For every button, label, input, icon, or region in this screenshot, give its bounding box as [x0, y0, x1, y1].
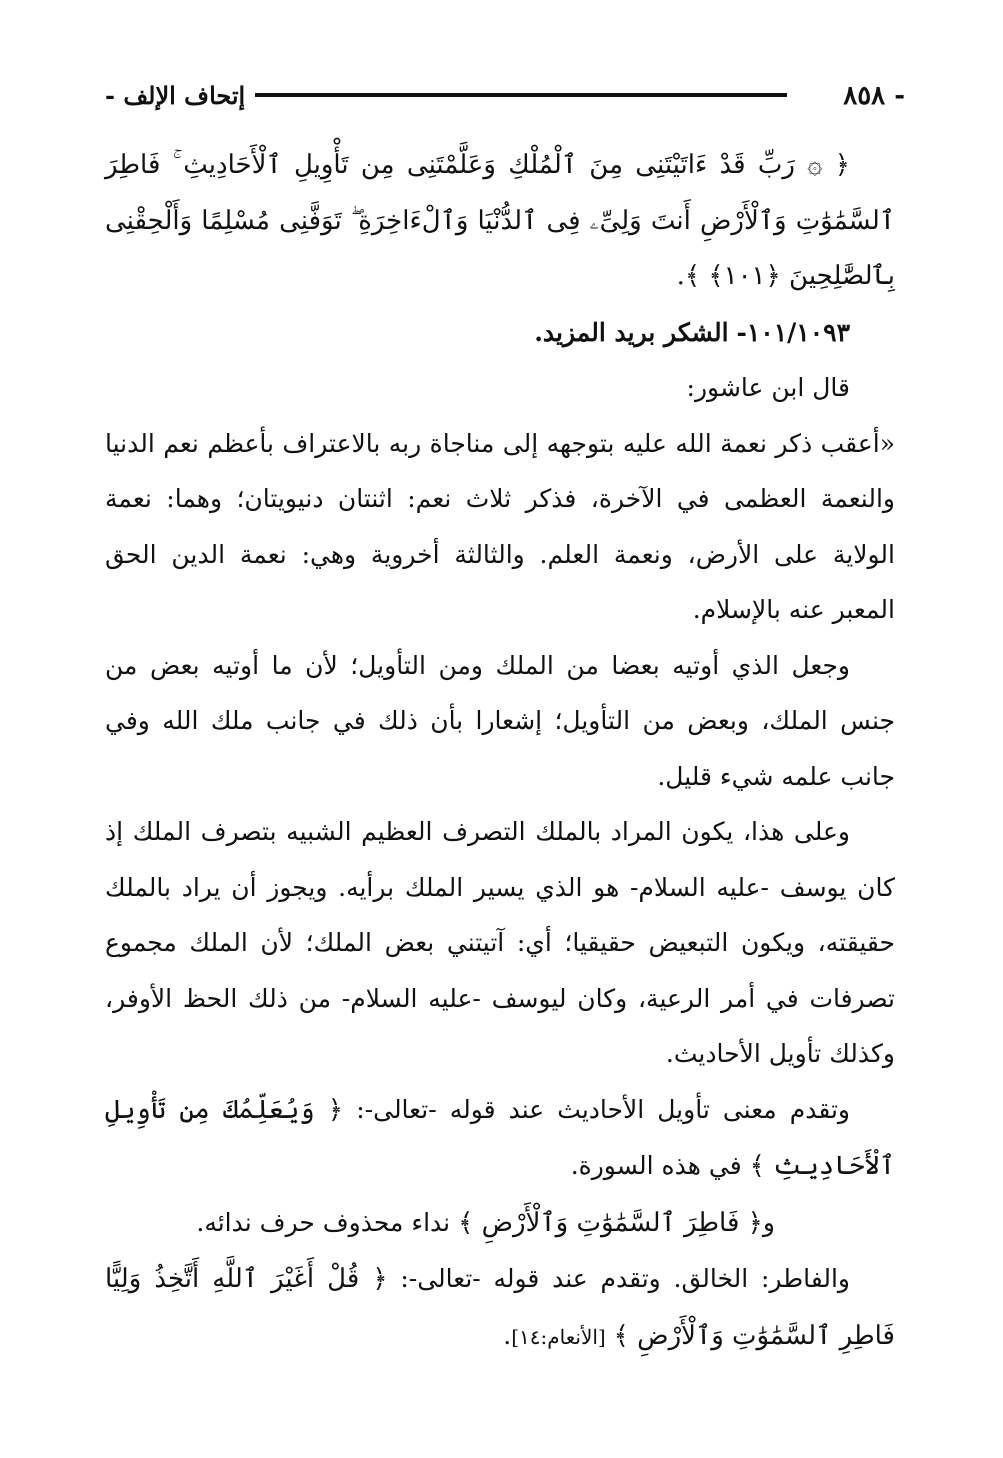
- paragraph-5: [105, 1195, 895, 1252]
- page-body: [105, 138, 895, 1365]
- paragraph-6-verse: ﴿ قُلْ أَغَيْرَ ٱللَّهِ أَتَّخِذُ وَلِيًّا فَاطِرِ ٱلسَّمَٰوَٰتِ وَٱلْأَرْضِ ﴾: [105, 1264, 895, 1351]
- quran-verse: ﴿ ۞ رَبِّ قَدْ ءَاتَيْتَنِى مِنَ ٱلْمُلْكِ وَعَلَّمْتَنِى مِن تَأْوِيلِ ٱلْأَحَادِيثِ ۚ فَاطِرَ ٱلسَّمَٰوَٰتِ وَٱلْأَرْضِ أَنتَ وَلِىِّۦ فِى ٱلدُّنْيَا وَٱلْءَاخِرَةِ ۖ تَوَفَّنِى مُسْلِمًا وَأَلْحِقْنِى بِٱلصَّٰلِحِينَ ﴿١٠١﴾ ﴾.: [105, 150, 895, 291]
- paragraph-6-text: والفاطر: الخالق. وتقدم عند قوله -تعالى-:: [400, 1264, 850, 1293]
- entry-number: ١٠١/١٠٩٣-: [736, 317, 850, 347]
- paragraph-6-ref: [الأنعام:١٤]: [511, 1324, 606, 1349]
- attribution: قال ابن عاشور:: [686, 373, 850, 402]
- paragraph-6: [105, 1251, 895, 1365]
- paragraph-6-end: .: [503, 1320, 512, 1350]
- paragraph-1: «أعقب ذكر نعمة الله عليه بتوجهه إلى مناجاة ربه بالاعتراف بأعظم نعم الدنيا والنعمة العظمى في الآخرة، فذكر ثلاث نعم: اثنتان دنيويتان؛ وهما: نعمة الولاية على الأرض، ونعمة العلم. والثالثة أخروية وهي: نعمة الدين الحق المعبر عنه بالإسلام.: [105, 428, 895, 624]
- paragraph-4-text: وتقدم معنى تأويل الأحاديث عند قوله -تعالى-:: [356, 1094, 851, 1124]
- page-number: - ٨٥٨: [843, 81, 905, 111]
- paragraph-4-verse: ﴿ وَيُعَلِّمُكَ مِن تَأْوِيلِ ٱلْأَحَادِيثِ ﴾: [105, 1094, 895, 1181]
- paragraph-5-verse: ﴿ فَاطِرَ ٱلسَّمَٰوَٰتِ وَٱلْأَرْضِ ﴾: [458, 1207, 763, 1238]
- paragraph-5-text: نداء محذوف حرف ندائه.: [196, 1207, 451, 1237]
- paragraph-5-prefix: و: [762, 1207, 775, 1237]
- entry-title: الشكر بريد المزيد.: [534, 317, 729, 347]
- header-rule: [255, 93, 787, 97]
- page-header: [105, 76, 905, 116]
- book-title: إتحاف الإلف -: [105, 81, 246, 110]
- paragraph-4: [105, 1082, 895, 1195]
- paragraph-4-end: في هذه السورة.: [570, 1151, 742, 1180]
- entry-heading: [105, 305, 895, 361]
- paragraph-3: وعلى هذا، يكون المراد بالملك التصرف العظيم الشبيه بتصرف الملك إذ كان يوسف -عليه السلام- هو الذي يسير الملك برأيه. ويجوز أن يراد بالملك حقيقته، ويكون التبعيض حقيقيا؛ أي: آتيتني بعض الملك؛ لأن الملك مجموع تصرفات في أمر الرعية، وكان ليوسف -عليه السلام- من ذلك الحظ الأوفر، وكذلك تأويل الأحاديث.: [105, 817, 895, 1068]
- paragraph-2: وجعل الذي أوتيه بعضا من الملك ومن التأويل؛ لأن ما أوتيه بعض من جنس الملك، وبعض من التأويل؛ إشعارا بأن ذلك في جانب ملك الله وفي جانب علمه شيء قليل.: [105, 650, 895, 791]
